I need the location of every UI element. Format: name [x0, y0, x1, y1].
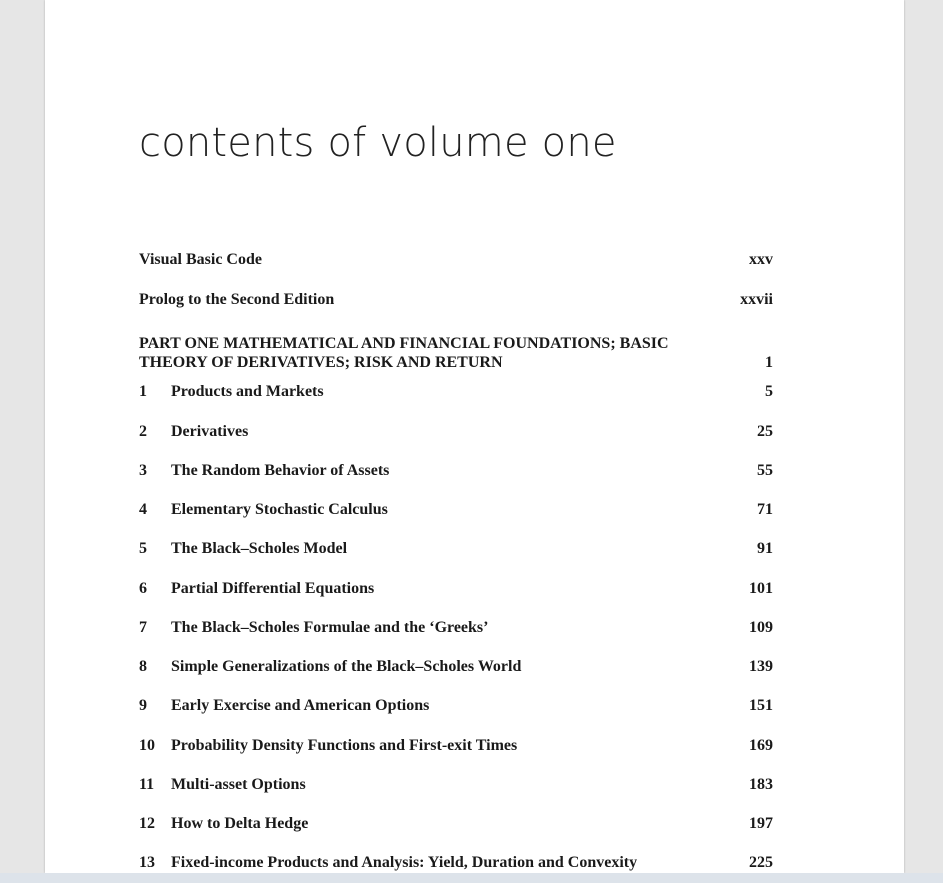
- chapter-page: 169: [749, 737, 773, 754]
- chapter-number: 1: [139, 383, 147, 400]
- chapter-number: 12: [139, 815, 155, 832]
- chapter-title: Derivatives: [171, 423, 249, 440]
- chapter-title: Fixed-income Products and Analysis: Yield, Duration and Convexity: [171, 854, 638, 871]
- chapter-title: Probability Density Functions and First-exit Times: [171, 737, 518, 754]
- chapter-page: 71: [757, 501, 773, 518]
- chapter-number: 6: [139, 580, 147, 597]
- chapter-title: Simple Generalizations of the Black–Scholes World: [171, 658, 522, 675]
- chapter-page: 55: [757, 462, 773, 479]
- toc-part-label: PART ONE MATHEMATICAL AND FINANCIAL FOUNDATIONS; BASIC THEORY OF DERIVATIVES; RISK AND RETURN: [139, 335, 669, 371]
- viewer-bottom-bar: [0, 873, 943, 883]
- chapter-page: 101: [749, 580, 773, 597]
- page-title: contents of volume one: [139, 120, 617, 166]
- toc-part-one[interactable]: [139, 334, 773, 372]
- toc-part-page: 1: [765, 354, 773, 371]
- chapter-page: 151: [749, 697, 773, 714]
- document-page: [45, 0, 904, 873]
- chapter-number: 11: [139, 776, 155, 793]
- chapter-title: The Black–Scholes Formulae and the ‘Greeks’: [171, 619, 489, 636]
- toc-entry-label: Prolog to the Second Edition: [139, 291, 335, 308]
- chapter-number: 2: [139, 423, 147, 440]
- chapter-title: The Black–Scholes Model: [171, 540, 348, 557]
- chapter-number: 13: [139, 854, 155, 871]
- chapter-page: 91: [757, 540, 773, 557]
- chapter-number: 7: [139, 619, 147, 636]
- chapter-number: 8: [139, 658, 147, 675]
- chapter-title: Elementary Stochastic Calculus: [171, 501, 388, 518]
- chapter-page: 139: [749, 658, 773, 675]
- chapter-title: The Random Behavior of Assets: [171, 462, 390, 479]
- chapter-page: 109: [749, 619, 773, 636]
- chapter-page: 183: [749, 776, 773, 793]
- toc-entry-page: xxv: [749, 251, 773, 268]
- chapter-number: 3: [139, 462, 147, 479]
- toc-entry-label: Visual Basic Code: [139, 251, 262, 268]
- chapter-page: 25: [757, 423, 773, 440]
- chapter-page: 225: [749, 854, 773, 871]
- chapter-number: 10: [139, 737, 155, 754]
- chapter-title: Early Exercise and American Options: [171, 697, 430, 714]
- chapter-number: 9: [139, 697, 147, 714]
- chapter-title: Multi-asset Options: [171, 776, 306, 793]
- toc-entry-page: xxvii: [740, 291, 773, 308]
- chapter-page: 197: [749, 815, 773, 832]
- chapter-title: Products and Markets: [171, 383, 324, 400]
- chapter-number: 5: [139, 540, 147, 557]
- chapter-page: 5: [765, 383, 773, 400]
- chapter-title: Partial Differential Equations: [171, 580, 375, 597]
- chapter-title: How to Delta Hedge: [171, 815, 309, 832]
- chapter-number: 4: [139, 501, 147, 518]
